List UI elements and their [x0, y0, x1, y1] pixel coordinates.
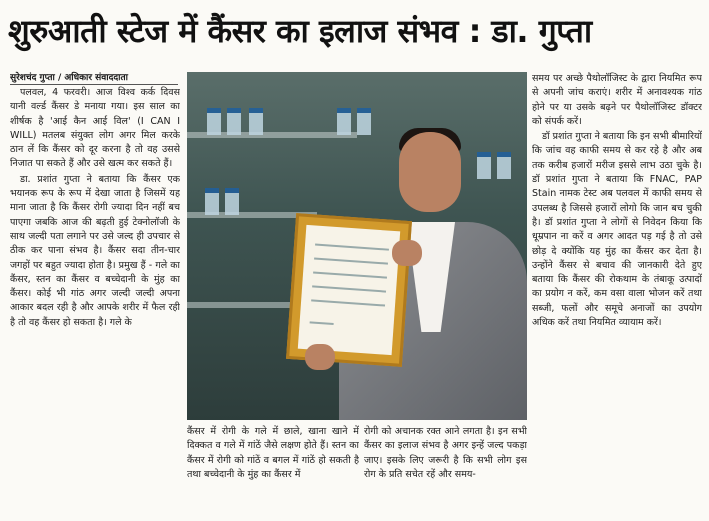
doctor-photo	[187, 72, 527, 420]
certificate-frame	[286, 213, 412, 367]
article-column-4	[532, 72, 702, 517]
paragraph: पलवल, 4 फरवरी। आज विश्व कर्क दिवस यानी वर्ल्ड कैंसर डे मनाया गया। इस साल का शीर्षक है 'आई कैन आई विल' (I CAN I WILL) मतलब संयुक्त लोग अगर मिल करके ठान लें कि कैंसर को दूर करना है तो वह उससे निजात पा सकते हैं और उसे खत्म कर सकते हैं।	[10, 87, 180, 170]
article-column-3	[364, 425, 527, 517]
paragraph: डा. प्रशांत गुप्ता ने बताया कि कैंसर एक भयानक रूप के रूप में देखा जाता है जिसमें यह माना जाता है कि कैंसर रोगी ज्यादा दिन नहीं बच पाएगा जबकि आज की बढ़ती हुई टेक्नोलॉजी के साथ जल्दी पता लगाने पर उसे जल्द ही उपचार से ठीक कर पाना संभव है। कैंसर सदा तीन-चार जगहों पर बहुत ज्यादा होता है। प्रमुख हैं - गले का कैंसर, स्तन का कैंसर व बच्चेदानी के मुंह का कैंसर। कोई भी गांठ अगर जल्दी जल्दी अपना आकार बदल रही है और आपके शरीर में फैल रही है तो वह कैंसर हो सकता है। गले के	[10, 173, 180, 328]
article-column-1	[10, 86, 180, 516]
paragraph: समय पर अच्छे पैथोलॉजिस्ट के द्वारा नियमित रूप से अपनी जांच कराएं। शरीर में अनावश्यक गांठ होने पर या उसके बढ़ने पर पैथोलॉजिस्ट डॉक्टर को संपर्क करें।	[532, 73, 702, 127]
paragraph: रोगी को अचानक रक्त आने लगता है। इन सभी कैंसर का इलाज संभव है अगर इन्हें जल्द पकड़ा जाए। इसके लिए जरूरी है कि सभी लोग इस रोग के प्रति सचेत रहें और समय-	[364, 426, 527, 480]
headline: शुरुआती स्टेज में कैंसर का इलाज संभव : डा. गुप्ता	[8, 12, 592, 50]
paragraph: डॉ प्रशांत गुप्ता ने बताया कि इन सभी बीमारियों कि जांच वह काफी समय से कर रहे है और अब तक करीब हजारों मरीज इससे लाभ उठा चुके है। डॉ प्रशांत गुप्ता ने बताया कि FNAC, PAP Stain नामक टेस्ट अब पलवल में काफी समय से उपलब्ध है जिससे हजारों लोगो कि जान बच चुकी है। डॉ प्रशांत गुप्ता ने लोगों से निवेदन किया कि धूम्रपान ना करें व अगर आदत पड़ गई है तो उसे छोड़ दे क्योंकि यह मुंह का कैंसर कर देता है। उन्होंने कैंसर से बचाव की जानकारी देते हुए बताया कि कैंसर की रोकथाम के तंबाकू उत्पादों का प्रयोग न करें, कम वसा वाला भोजन करें तथा सब्जी, फलों और समूचे अनाजों का उपयोग अधिक करें तथा नियमित व्यायाम करें।	[532, 131, 702, 329]
byline: सुरेशचंद गुप्ता / अधिकार संवाददाता	[10, 70, 178, 85]
paragraph: कैंसर में रोगी के गले में छाले, खाना खाने में दिक्कत व गले में गांठें जैसे लक्षण होते हैं। स्तन का कैंसर में रोगी को गांठें व बगल में गांठें हो सकती है तथा बच्चेदानी के मुंह का कैंसर में	[187, 426, 359, 480]
article-column-2	[187, 425, 359, 517]
